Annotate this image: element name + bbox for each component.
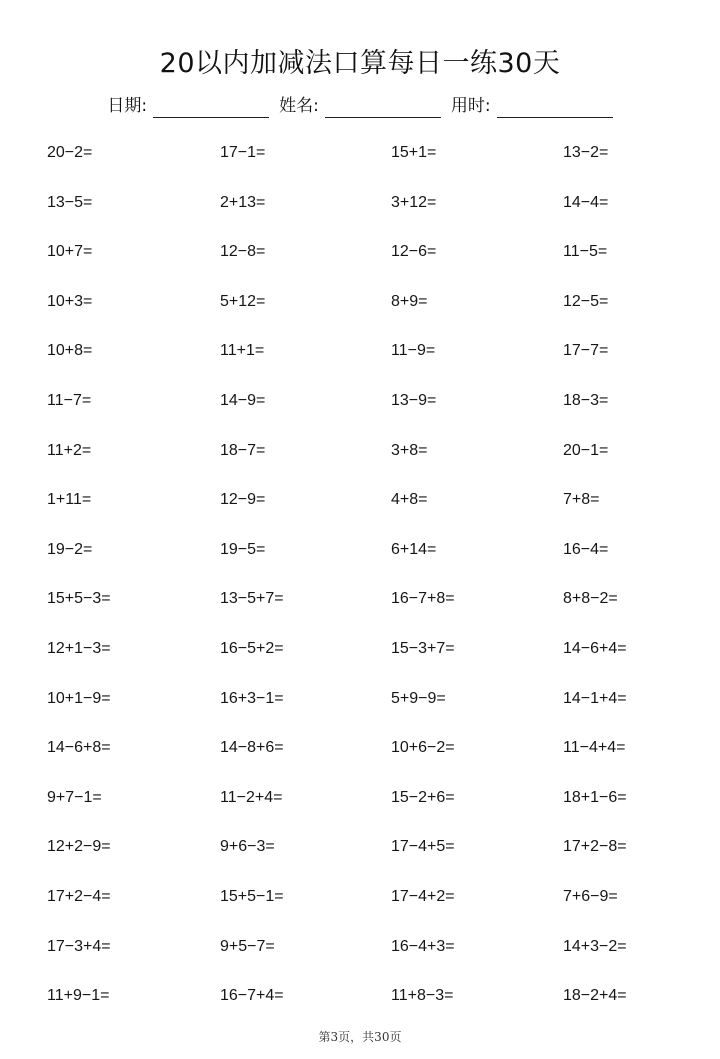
math-problem: 13−9= bbox=[391, 391, 437, 409]
name-label: 姓名: bbox=[279, 96, 319, 116]
math-problem: 3+12= bbox=[391, 193, 437, 211]
math-problem: 1+11= bbox=[47, 491, 92, 509]
math-problem: 3+8= bbox=[391, 441, 428, 459]
problem-row bbox=[47, 284, 707, 334]
problem-row bbox=[47, 681, 707, 731]
problem-row bbox=[47, 185, 707, 235]
math-problem: 13−5= bbox=[47, 193, 93, 211]
problem-row bbox=[47, 829, 707, 879]
math-problem: 14−8+6= bbox=[220, 739, 284, 757]
math-problem: 14+3−2= bbox=[563, 937, 627, 955]
info-row bbox=[0, 94, 720, 118]
problem-row bbox=[47, 730, 707, 780]
math-problem: 14−9= bbox=[220, 391, 266, 409]
math-problem: 15−3+7= bbox=[391, 639, 455, 657]
math-problem: 2+13= bbox=[220, 193, 266, 211]
math-problem: 15+5−3= bbox=[47, 590, 111, 608]
worksheet-title: 20以内加减法口算每日一练30天 bbox=[159, 48, 561, 79]
math-problem: 11+1= bbox=[220, 342, 265, 360]
math-problem: 17−4+2= bbox=[391, 887, 455, 905]
math-problem: 4+8= bbox=[391, 491, 428, 509]
problem-row bbox=[47, 929, 707, 979]
problem-row bbox=[47, 978, 707, 1028]
time-label: 用时: bbox=[450, 96, 491, 116]
math-problem: 11+9−1= bbox=[47, 987, 110, 1005]
math-problem: 9+6−3= bbox=[220, 838, 275, 856]
math-problem: 8+8−2= bbox=[563, 590, 618, 608]
math-problem: 16−7+8= bbox=[391, 590, 455, 608]
math-problem: 9+5−7= bbox=[220, 937, 275, 955]
problem-row bbox=[47, 333, 707, 383]
math-problem: 17−1= bbox=[220, 144, 266, 161]
page-footer: 第3页，共30页 bbox=[318, 1030, 402, 1044]
math-problem: 15−2+6= bbox=[391, 788, 455, 806]
problem-row bbox=[47, 135, 707, 185]
math-problem: 20−1= bbox=[563, 441, 609, 459]
name-field bbox=[279, 94, 441, 118]
problem-row bbox=[47, 532, 707, 582]
math-problem: 16−4+3= bbox=[391, 937, 455, 955]
math-problem: 11−2+4= bbox=[220, 788, 283, 806]
math-problem: 5+12= bbox=[220, 292, 266, 310]
math-problem: 11−4+4= bbox=[563, 739, 626, 757]
problem-row bbox=[47, 631, 707, 681]
math-problem: 17+2−4= bbox=[47, 887, 111, 905]
math-problem: 19−5= bbox=[220, 540, 266, 558]
problem-row bbox=[47, 879, 707, 929]
math-problem: 16−4= bbox=[563, 540, 609, 558]
math-problem: 13−5+7= bbox=[220, 590, 284, 608]
math-problem: 15+1= bbox=[391, 144, 437, 161]
problem-grid bbox=[47, 135, 707, 1028]
math-problem: 12+1−3= bbox=[47, 639, 111, 657]
time-field bbox=[451, 94, 613, 118]
math-problem: 14−4= bbox=[563, 193, 609, 211]
math-problem: 15+5−1= bbox=[220, 887, 284, 905]
math-problem: 12−5= bbox=[563, 292, 609, 310]
math-problem: 11+8−3= bbox=[391, 987, 454, 1005]
math-problem: 18−7= bbox=[220, 441, 266, 459]
problem-row bbox=[47, 482, 707, 532]
date-label: 日期: bbox=[107, 96, 148, 116]
math-problem: 9+7−1= bbox=[47, 788, 102, 806]
math-problem: 11−5= bbox=[563, 243, 608, 261]
math-problem: 20−2= bbox=[47, 144, 93, 161]
math-problem: 13−2= bbox=[563, 144, 609, 161]
math-problem: 14−6+8= bbox=[47, 739, 111, 757]
math-problem: 17+2−8= bbox=[563, 838, 627, 856]
math-problem: 17−3+4= bbox=[47, 937, 111, 955]
math-problem: 5+9−9= bbox=[391, 689, 446, 707]
date-blank-line bbox=[153, 98, 269, 118]
math-problem: 18+1−6= bbox=[563, 788, 627, 806]
problem-row bbox=[47, 780, 707, 830]
math-problem: 18−3= bbox=[563, 391, 609, 409]
math-problem: 12−6= bbox=[391, 243, 437, 261]
math-problem: 7+6−9= bbox=[563, 887, 618, 905]
math-problem: 14−1+4= bbox=[563, 689, 627, 707]
math-problem: 12−9= bbox=[220, 491, 266, 509]
math-problem: 11+2= bbox=[47, 441, 92, 459]
math-problem: 17−4+5= bbox=[391, 838, 455, 856]
problem-row bbox=[47, 581, 707, 631]
math-problem: 14−6+4= bbox=[563, 639, 627, 657]
problem-row bbox=[47, 234, 707, 284]
math-problem: 11−7= bbox=[47, 391, 92, 409]
math-problem: 16+3−1= bbox=[220, 689, 284, 707]
math-problem: 6+14= bbox=[391, 540, 437, 558]
math-problem: 12−8= bbox=[220, 243, 266, 261]
problem-row bbox=[47, 433, 707, 483]
math-problem: 12+2−9= bbox=[47, 838, 111, 856]
name-blank-line bbox=[325, 98, 441, 118]
math-problem: 10+1−9= bbox=[47, 689, 111, 707]
problem-row bbox=[47, 383, 707, 433]
math-problem: 16−7+4= bbox=[220, 987, 284, 1005]
math-problem: 17−7= bbox=[563, 342, 609, 360]
math-problem: 16−5+2= bbox=[220, 639, 284, 657]
math-problem: 8+9= bbox=[391, 292, 428, 310]
math-problem: 10+6−2= bbox=[391, 739, 455, 757]
math-problem: 10+3= bbox=[47, 292, 93, 310]
math-problem: 18−2+4= bbox=[563, 987, 627, 1005]
math-problem: 7+8= bbox=[563, 491, 600, 509]
date-field bbox=[107, 94, 269, 118]
math-problem: 10+7= bbox=[47, 243, 93, 261]
math-problem: 19−2= bbox=[47, 540, 93, 558]
math-problem: 10+8= bbox=[47, 342, 93, 360]
time-blank-line bbox=[497, 98, 613, 118]
math-problem: 11−9= bbox=[391, 342, 436, 360]
